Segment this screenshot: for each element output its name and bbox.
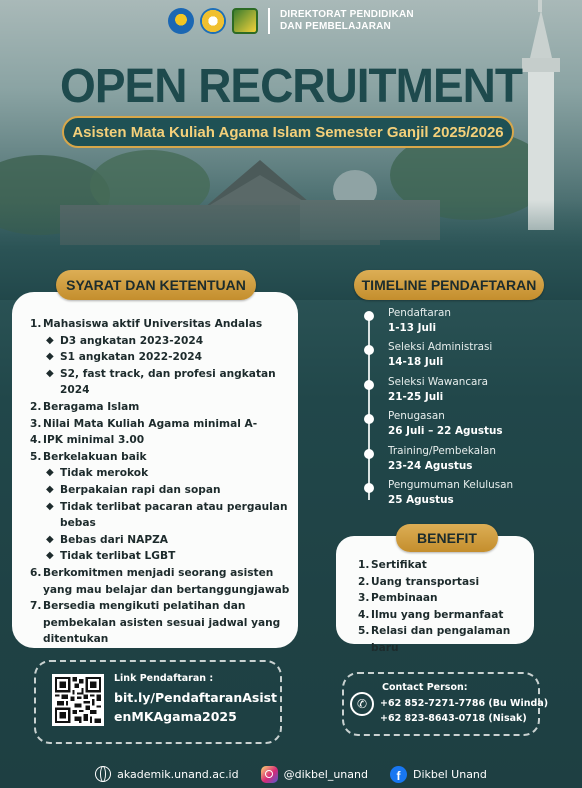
facebook-text: Dikbel Unand [412,767,487,781]
page-title: OPEN RECRUITMENT [60,57,522,113]
item-number: 7. [30,600,42,613]
diamond-bullet-icon: ◆ [46,533,54,545]
list-item [358,590,532,607]
sub-item-text: Tidak merokok [60,467,149,480]
sub-item-text: S1 angkatan 2022-2024 [60,351,202,364]
timeline-label: Seleksi Administrasi [388,341,493,354]
registration-link[interactable]: bit.ly/PendaftaranAsistenMKAgama2025 [114,690,278,724]
timeline-label: Training/Pembekalan [388,444,496,457]
sub-list [30,465,294,565]
list-item [358,623,532,656]
item-number: 6. [30,566,42,579]
sub-item-text: Tidak terlibat LGBT [60,550,176,563]
timeline-date: 1-13 Juli [388,322,437,334]
diamond-bullet-icon: ◆ [46,367,54,379]
timeline-dot-icon [364,345,374,355]
facebook-icon: f [390,766,407,783]
timeline [360,306,560,512]
item-text: IPK minimal 3.00 [43,434,145,447]
diamond-bullet-icon: ◆ [46,500,54,512]
timeline-label: Pendaftaran [388,307,451,319]
item-text: Uang transportasi [371,575,480,588]
item-number: 3. [30,417,42,430]
timeline-label: Penugasan [388,410,445,423]
item-number: 5. [358,625,370,638]
list-item [30,432,294,449]
item-text: Bersedia mengikuti pelatihan dan pembekalan asisten sesuai jadwal yang ditentukan [43,600,281,646]
item-text: Ilmu yang bermanfaat [371,608,504,621]
timeline-item [360,444,560,478]
timeline-date: 14-18 Juli [388,356,444,369]
timeline-dot-icon [364,414,374,424]
footer-website[interactable] [95,766,239,782]
sub-item-text: Berpakaian rapi dan sopan [60,483,221,496]
timeline-label: Seleksi Wawancara [388,375,489,388]
item-number: 5. [30,450,42,463]
subtitle: Asisten Mata Kuliah Agama Islam Semester Ganjil 2025/2026 [62,116,514,148]
contact-phone-1[interactable]: +62 852-7271-7786 (Bu Winda) [380,698,549,709]
diamond-bullet-icon: ◆ [46,483,54,495]
sub-item [46,532,294,549]
timeline-item [360,409,560,443]
diamond-bullet-icon: ◆ [46,550,54,562]
registration-link-label: Link Pendaftaran : [114,673,214,684]
timeline-heading: TIMELINE PENDAFTARAN [354,270,544,300]
timeline-label: Pengumuman Kelulusan [388,478,514,491]
kemdikbud-logo [168,8,194,34]
timeline-item [360,478,560,512]
sub-item-text: S2, fast track, dan profesi angkatan 2024 [60,367,276,397]
sub-item-text: D3 angkatan 2023-2024 [60,334,204,347]
sub-item [46,482,294,499]
timeline-dot-icon [364,311,374,321]
sub-item-text: Bebas dari NAPZA [60,533,168,546]
item-number: 3. [358,592,370,605]
globe-icon [95,766,111,782]
timeline-dot-icon [364,449,374,459]
instagram-text: @dikbel_unand [283,767,368,781]
list-item [358,574,532,591]
qr-code-icon[interactable] [52,674,104,726]
org-name-line1: DIREKTORAT PENDIDIKAN [280,9,414,20]
mosque-background [0,0,582,300]
sub-item [46,499,294,532]
timeline-date: 23-24 Agustus [388,459,473,472]
requirements-heading: SYARAT DAN KETENTUAN [56,270,256,300]
org-name [280,9,414,33]
dikbel-logo [232,8,258,34]
item-text: Nilai Mata Kuliah Agama minimal A- [43,417,258,430]
sub-item [46,349,294,366]
footer-facebook[interactable] [390,766,487,783]
sub-item [46,548,294,565]
item-number: 4. [358,608,370,621]
phone-icon: ✆ [350,692,374,716]
timeline-date: 21-25 Juli [388,390,444,403]
header-divider [268,8,270,34]
item-number: 2. [30,400,42,413]
item-text: Mahasiswa aktif Universitas Andalas [43,318,263,330]
item-number: 4. [30,434,42,447]
item-text: Sertifikat [371,559,427,571]
list-item [30,399,294,416]
unand-logo [200,8,226,34]
footer [0,762,582,786]
timeline-item [360,340,560,374]
list-item [30,565,294,598]
diamond-bullet-icon: ◆ [46,334,54,346]
item-number: 2. [358,575,370,588]
timeline-item [360,375,560,409]
item-text: Pembinaan [371,592,438,605]
list-item [30,416,294,433]
contact-label: Contact Person: [382,682,468,693]
footer-instagram[interactable] [261,766,368,783]
timeline-dot-icon [364,483,374,493]
item-text: Berkelakuan baik [43,450,147,463]
contact-phone-2[interactable]: +62 823-8643-0718 (Nisak) [380,713,527,724]
sub-list [30,333,294,399]
sub-item-text: Tidak terlibat pacaran atau pergaulan bebas [60,500,288,530]
list-item [30,449,294,466]
sub-item [46,465,294,482]
list-item [30,316,294,333]
timeline-date: 26 Juli – 22 Agustus [388,425,503,438]
timeline-date: 25 Agustus [388,493,454,506]
header-logos [168,8,414,34]
diamond-bullet-icon: ◆ [46,467,54,479]
item-number: 1. [358,559,370,571]
item-text: Relasi dan pengalaman baru [371,625,511,654]
item-text: Beragama Islam [43,400,140,413]
timeline-dot-icon [364,380,374,390]
list-item [358,607,532,624]
instagram-icon [261,766,278,783]
list-item [30,598,294,648]
website-text: akademik.unand.ac.id [117,767,239,781]
requirements-list [30,316,294,648]
benefit-list [358,557,532,657]
org-name-line2: DAN PEMBELAJARAN [280,21,391,32]
diamond-bullet-icon: ◆ [46,351,54,363]
benefit-heading: BENEFIT [396,524,498,552]
timeline-item [360,306,560,340]
item-text: Berkomitmen menjadi seorang asisten yang mau belajar dan bertanggungjawab [43,566,290,596]
list-item [358,557,532,574]
sub-item [46,366,294,399]
sub-item [46,333,294,350]
item-number: 1. [30,318,42,330]
